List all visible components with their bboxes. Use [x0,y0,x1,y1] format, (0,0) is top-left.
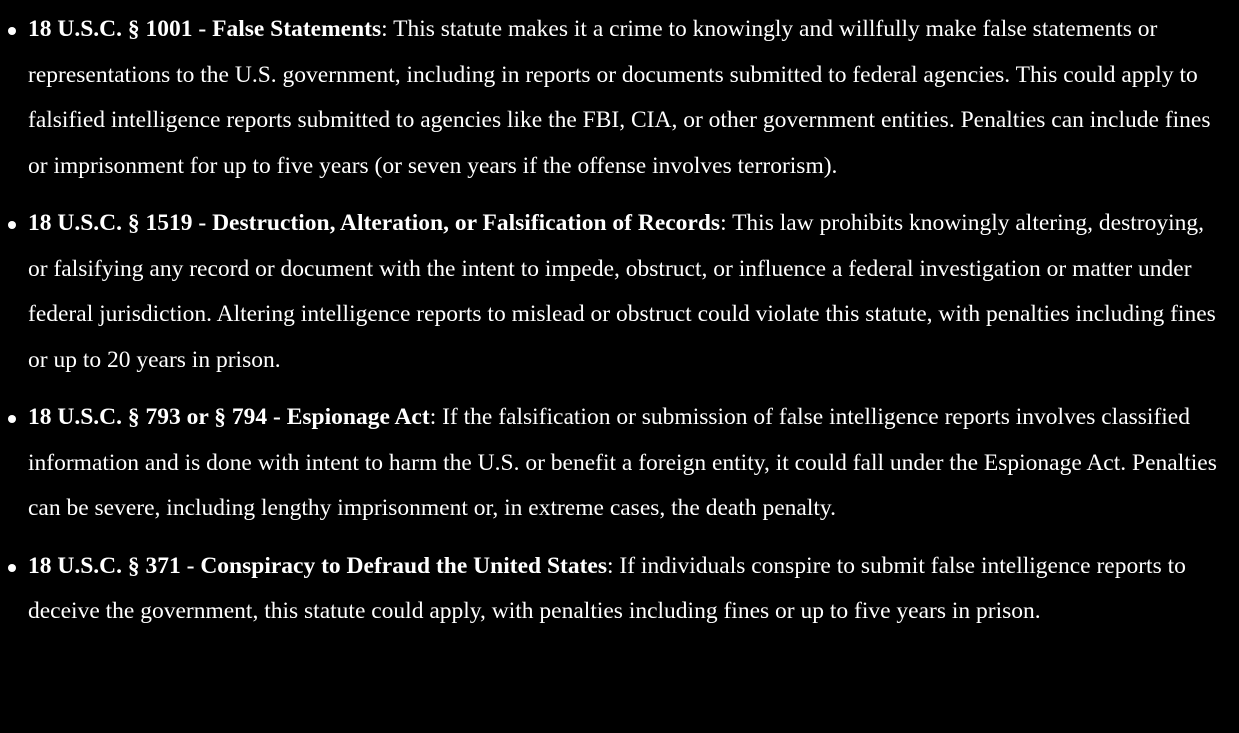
statute-title: 18 U.S.C. § 793 or § 794 - Espionage Act [28,404,430,430]
statute-description: : This law prohibits knowingly altering, destroying, or falsifying any record or document with the intent to impede, obstruct, or influence a federal investigation or matter under federal jurisdiction. Altering intelligence reports to mislead or obstruct could violate this statute, with penalties including fines or up to 20 years in prison. [28,210,1216,373]
list-item [28,544,1228,635]
statute-description: : If individuals conspire to submit false intelligence reports to deceive the government, this statute could apply, with penalties including fines or up to five years in prison. [28,552,1186,624]
statute-title: 18 U.S.C. § 371 - Conspiracy to Defraud the United States [28,552,607,579]
statute-title: 18 U.S.C. § 1001 - False Statements [28,16,382,42]
statute-description: : This statute makes it a crime to knowingly and willfully make false statements or representations to the U.S. government, including in reports or documents submitted to federal agencies. This could apply to falsified intelligence reports submitted to agencies like the FBI, CIA, or other government entities. Penalties can include fines or imprisonment for up to five years (or seven years if the offense involves terrorism). [28,16,1211,179]
statute-description: : If the falsification or submission of false intelligence reports involves classified information and is done with intent to harm the U.S. or benefit a foreign entity, it could fall under the Espionage Act. Penalties can be severe, including lengthy imprisonment or, in extreme cases, the death penalty. [28,404,1217,521]
statute-title: 18 U.S.C. § 1519 - Destruction, Alteration, or Falsification of Records [28,210,721,236]
list-item [28,395,1228,532]
list-item [28,7,1228,189]
list-item [28,201,1228,383]
